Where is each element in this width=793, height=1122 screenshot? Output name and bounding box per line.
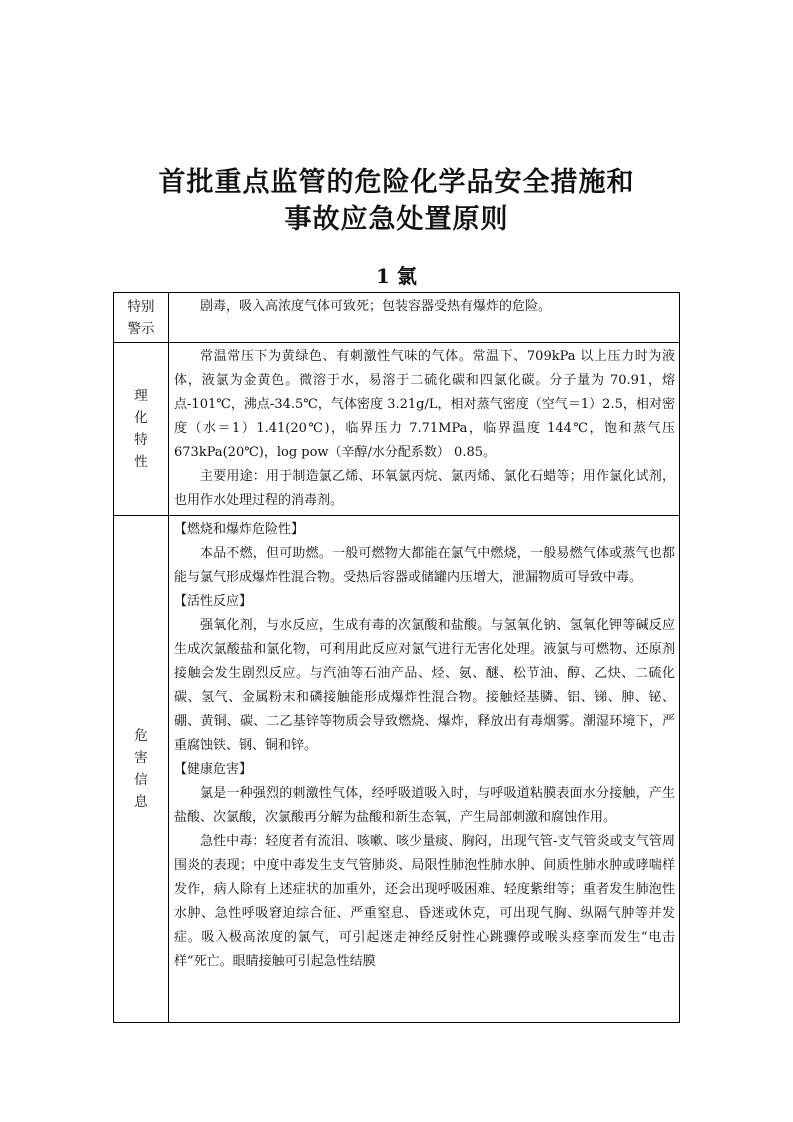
chemical-subtitle: 1 氯	[376, 264, 417, 288]
label-char: 息	[134, 794, 148, 810]
warning-text: 剧毒，吸入高浓度气体可致死；包装容器受热有爆炸的危险。	[200, 299, 552, 314]
section-heading-reactivity: 【活性反应】	[174, 594, 253, 609]
safety-info-table	[113, 292, 680, 1023]
label-char: 害	[134, 750, 148, 766]
label-char: 理	[134, 388, 148, 404]
special-warning-label	[114, 293, 169, 343]
label-char: 特	[134, 432, 148, 448]
health-paragraph: 氯是一种强烈的刺激性气体，经呼吸道吸入时，与呼吸道粘膜表面水分接触，产生盐酸、次氯酸，次氯酸再分解为盐酸和新生态氧，产生局部刺激和腐蚀作用。	[174, 786, 675, 825]
combustion-paragraph: 本品不燃，但可助燃。一般可燃物大都能在氯气中燃烧，一般易燃气体或蒸气也都能与氯气形成爆炸性混合物。受热后容器或储罐内压增大，泄漏物质可导致中毒。	[174, 546, 675, 585]
section-heading-combustion: 【燃烧和爆炸危险性】	[174, 522, 305, 537]
special-warning-row	[114, 293, 680, 343]
special-warning-content	[169, 293, 680, 343]
hazard-info-row	[114, 516, 680, 1023]
label-char: 性	[134, 454, 148, 470]
label-char: 化	[134, 410, 148, 426]
label-char: 信	[134, 772, 148, 788]
physical-properties-content	[169, 343, 680, 516]
label-line: 警示	[127, 321, 155, 337]
usage-paragraph: 主要用途：用于制造氯乙烯、环氧氯丙烷、氯丙烯、氯化石蜡等；用作氯化试剂，也用作水处理过程的消毒剂。	[174, 469, 675, 508]
physical-properties-row	[114, 343, 680, 516]
reactivity-paragraph: 强氧化剂，与水反应，生成有毒的次氯酸和盐酸。与氢氧化钠、氢氧化钾等碱反应生成次氯酸盐和氯化物，可利用此反应对氯气进行无害化处理。液氯与可燃物、还原剂接触会发生剧烈反应。与汽油等石油产品、烃、氨、醚、松节油、醇、乙炔、二硫化碳、氢气、金属粉末和磷接触能形成爆炸性混合物。接触烃基膦、铝、锑、胂、铋、硼、黄铜、碳、二乙基锌等物质会导致燃烧、爆炸，释放出有毒烟雾。潮湿环境下，严重腐蚀铁、钢、铜和锌。	[174, 618, 675, 753]
document-title-line2: 事故应急处置原则	[284, 204, 509, 235]
document-title-line1: 首批重点监管的危险化学品安全措施和	[158, 167, 635, 198]
hazard-info-label	[114, 516, 169, 1023]
properties-paragraph: 常温常压下为黄绿色、有刺激性气味的气体。常温下、709kPa 以上压力时为液体，液氯为金黄色。微溶于水，易溶于二硫化碳和四氯化碳。分子量为 70.91，熔点-101℃，沸点-34.5℃，气体密度 3.21g/L，相对蒸气密度（空气＝1）2.5，相对密度（水＝1）1.41(20℃)，临界压力 7.71MPa，临界温度 144℃，饱和蒸气压 673kPa(20℃)，log pow（辛醇/水分配系数） 0.85。	[174, 349, 675, 460]
physical-properties-label	[114, 343, 169, 516]
section-heading-health: 【健康危害】	[174, 762, 253, 777]
acute-poisoning-paragraph: 急性中毒：轻度者有流泪、咳嗽、咳少量痰、胸闷，出现气管-支气管炎或支气管周围炎的表现；中度中毒发生支气管肺炎、局限性肺泡性肺水肿、间质性肺水肿或哮喘样发作，病人除有上述症状的加重外，还会出现呼吸困难、轻度紫绀等；重者发生肺泡性水肿、急性呼吸窘迫综合征、严重窒息、昏迷或休克，可出现气胸、纵隔气肿等并发症。吸入极高浓度的氯气，可引起迷走神经反射性心跳骤停或喉头痉挛而发生“电击样”死亡。眼睛接触可引起急性结膜	[174, 834, 675, 969]
label-line: 特别	[127, 299, 155, 315]
label-char: 危	[134, 728, 148, 744]
hazard-info-content	[169, 516, 680, 1023]
